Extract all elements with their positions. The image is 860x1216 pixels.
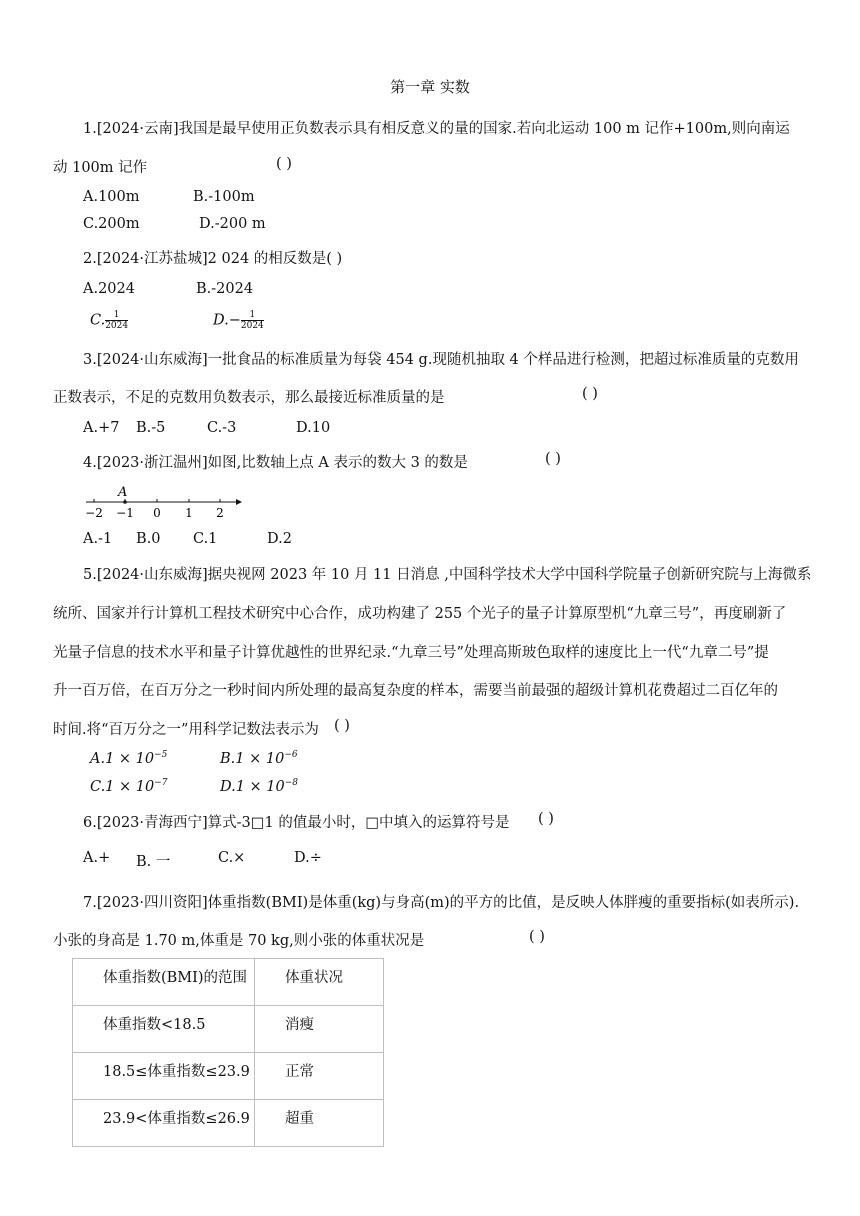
- question-2-option-c-fraction: [105, 310, 128, 331]
- question-5-option-c-exponent: −7: [154, 778, 168, 788]
- question-2-option-d: [213, 310, 264, 331]
- fraction-denominator: 2024: [240, 321, 264, 331]
- question-2-option-b: B.-2024: [196, 281, 254, 297]
- question-6-option-d: D.÷: [294, 850, 322, 866]
- tick-label-neg2: −2: [85, 506, 103, 520]
- question-2-option-d-fraction: [241, 310, 264, 331]
- question-6-option-c: C.×: [218, 850, 246, 866]
- question-4-bracket: ( ): [545, 451, 561, 467]
- question-5-line-2: 统所、国家并行计算机工程技术研究中心合作，成功构建了 255 个光子的量子计算原型机“九章三号”，再度刷新了: [53, 606, 787, 622]
- question-3-option-b: B.-5: [136, 420, 166, 436]
- question-6-option-a: A.+: [83, 850, 111, 866]
- tick-label-1: 1: [185, 506, 193, 520]
- tick-label-neg1: −1: [116, 506, 134, 520]
- table-cell-range: 23.9<体重指数≤26.9: [73, 1100, 255, 1147]
- question-3-option-a: A.+7: [83, 420, 120, 436]
- question-1-option-a: A.100m: [83, 189, 140, 205]
- question-3-bracket: ( ): [582, 386, 598, 402]
- question-4-line-1: 4.[2023·浙江温州]如图,比数轴上点 A 表示的数大 3 的数是: [83, 455, 468, 471]
- question-5-option-a: [90, 750, 167, 767]
- question-1-option-b: B.-100m: [193, 189, 255, 205]
- question-4-option-b: B.0: [136, 531, 161, 547]
- question-1-line-1: 1.[2024·云南]我国是最早使用正负数表示具有相反意义的量的国家.若向北运动 100 m 记作+100m,则向南运: [83, 121, 790, 137]
- tick-label-2: 2: [216, 506, 224, 520]
- question-5-option-b-base: B.1 × 10: [220, 750, 285, 767]
- question-1-option-d: D.-200 m: [199, 216, 266, 232]
- question-1-bracket: ( ): [276, 156, 292, 172]
- number-line-figure: [80, 482, 245, 522]
- question-3-line-1: 3.[2024·山东威海]一批食品的标准质量为每袋 454 g.现随机抽取 4 个样品进行检测，把超过标准质量的克数用: [83, 352, 799, 368]
- question-5-option-b: [220, 750, 298, 767]
- question-5-option-a-base: A.1 × 10: [90, 750, 155, 767]
- chapter-title: 第一章 实数: [390, 78, 470, 96]
- question-2-option-a: A.2024: [83, 281, 135, 297]
- table-cell-status: 正常: [255, 1053, 384, 1100]
- question-5-line-5: 时间.将“百万分之一”用科学记数法表示为: [53, 722, 319, 738]
- question-7-bracket: ( ): [529, 929, 545, 945]
- tick-label-0: 0: [153, 506, 161, 520]
- question-3-line-2: 正数表示，不足的克数用负数表示，那么最接近标准质量的是: [53, 390, 445, 406]
- table-header-status: 体重状况: [255, 959, 384, 1006]
- question-3-option-c: C.-3: [207, 420, 237, 436]
- table-header-range: 体重指数(BMI)的范围: [73, 959, 255, 1006]
- table-row: [73, 959, 384, 1006]
- fraction-numerator: 1: [105, 310, 128, 321]
- question-7-line-1: 7.[2023·四川资阳]体重指数(BMI)是体重(kg)与身高(m)的平方的比值，是反映人体胖瘦的重要指标(如表所示).: [83, 895, 800, 911]
- question-5-option-a-exponent: −5: [154, 750, 168, 760]
- question-4-option-c: C.1: [193, 531, 218, 547]
- bmi-table: [72, 958, 384, 1147]
- question-7-line-2: 小张的身高是 1.70 m,体重是 70 kg,则小张的体重状况是: [53, 933, 425, 949]
- table-cell-status: 超重: [255, 1100, 384, 1147]
- point-a-dot: [123, 500, 127, 504]
- table-cell-status: 消瘦: [255, 1006, 384, 1053]
- question-5-option-d-base: D.1 × 10: [220, 778, 285, 795]
- question-5-line-1: 5.[2024·山东威海]据央视网 2023 年 10 月 11 日消息 ,中国科学技术大学中国科学院量子创新研究院与上海微系: [83, 567, 812, 583]
- question-3-option-d: D.10: [296, 420, 331, 436]
- table-row: [73, 1053, 384, 1100]
- table-cell-range: 体重指数<18.5: [73, 1006, 255, 1053]
- table-row: [73, 1100, 384, 1147]
- question-5-option-c-base: C.1 × 10: [90, 778, 155, 795]
- question-4-option-d: D.2: [267, 531, 292, 547]
- question-2-option-d-label: D.−: [213, 312, 241, 329]
- table-row: [73, 1006, 384, 1053]
- fraction-numerator: 1: [241, 310, 264, 321]
- question-5-bracket: ( ): [334, 718, 350, 734]
- question-5-line-4: 升一百万倍，在百万分之一秒时间内所处理的最高复杂度的样本，需要当前最强的超级计算机花费超过二百亿年的: [53, 683, 778, 699]
- fraction-denominator: 2024: [105, 321, 129, 331]
- number-line-arrow: [236, 499, 242, 505]
- question-1-line-2: 动 100m 记作: [53, 160, 148, 176]
- question-5-option-d: [220, 778, 298, 795]
- question-2-option-c-label: C.: [90, 312, 106, 329]
- question-6-line-1: 6.[2023·青海西宁]算式-3□1 的值最小时，□中填入的运算符号是: [83, 815, 510, 831]
- question-1-option-c: C.200m: [83, 216, 140, 232]
- question-2-line-1: 2.[2024·江苏盐城]2 024 的相反数是( ): [83, 251, 343, 267]
- table-cell-range: 18.5≤体重指数≤23.9: [73, 1053, 255, 1100]
- question-5-option-c: [90, 778, 168, 795]
- question-6-bracket: ( ): [538, 811, 554, 827]
- question-2-option-c: [90, 310, 128, 331]
- point-a-label: A: [118, 485, 128, 500]
- question-4-option-a: A.-1: [83, 531, 113, 547]
- question-6-option-b: B. 一: [136, 854, 171, 870]
- question-5-line-3: 光量子信息的技术水平和量子计算优越性的世界纪录.“九章三号”处理高斯玻色取样的速度比上一代“九章二号”提: [53, 645, 769, 661]
- question-5-option-d-exponent: −8: [284, 778, 299, 788]
- question-5-option-b-exponent: −6: [284, 750, 298, 760]
